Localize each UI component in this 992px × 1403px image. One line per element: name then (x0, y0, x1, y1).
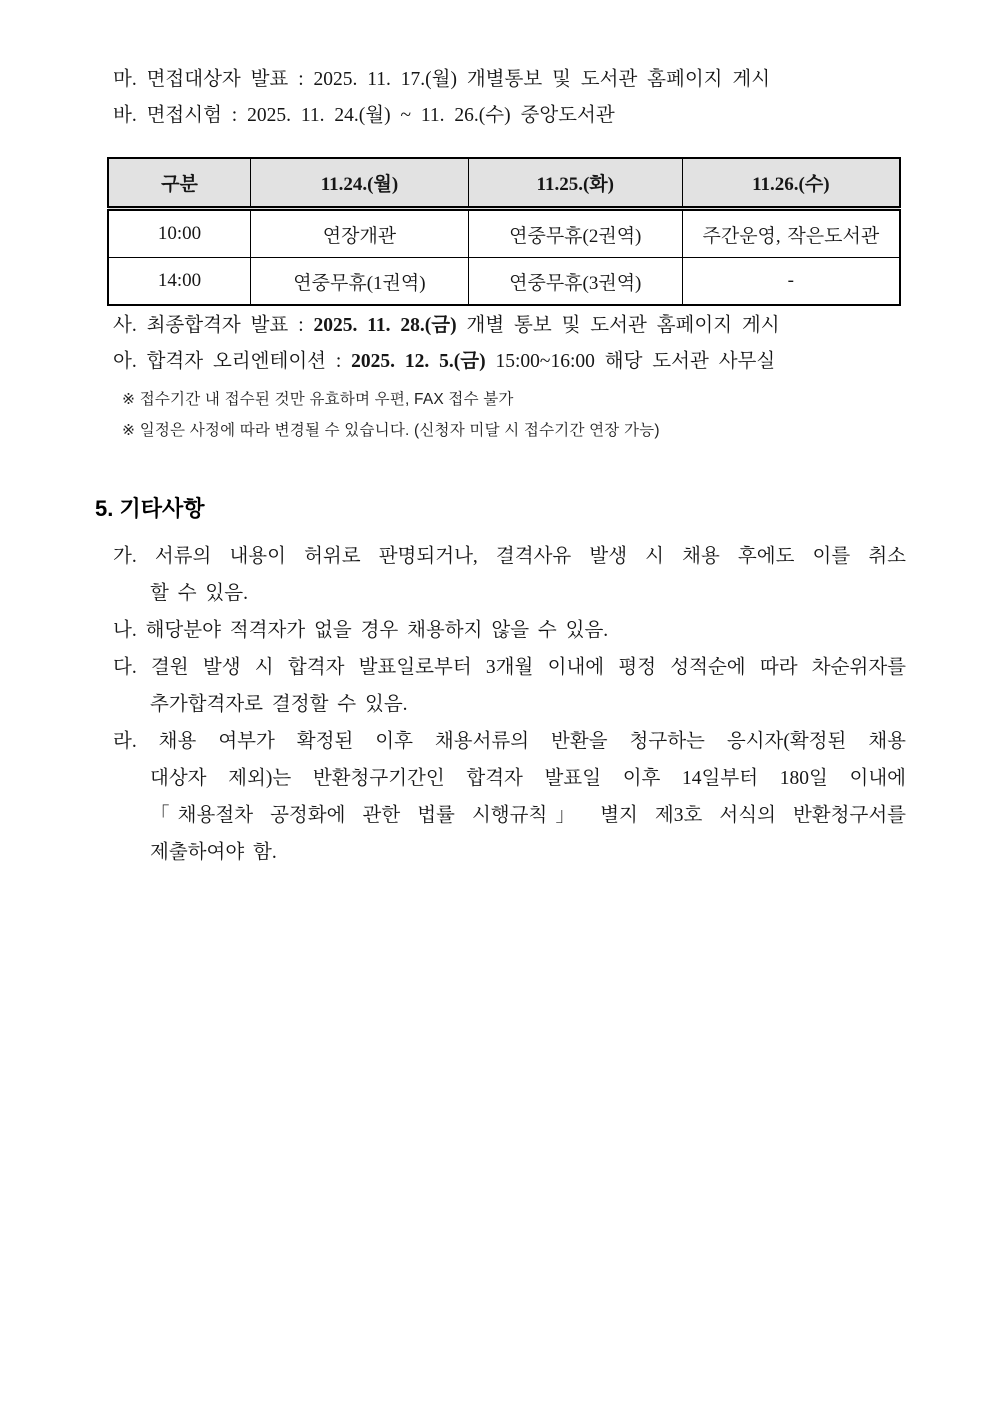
result-line-sa-date: 2025. 11. 28.(금) (313, 315, 457, 336)
result-line-sa-pre: 사. 최종합격자 발표 : (113, 315, 314, 336)
section5-heading: 5. 기타사항 (95, 496, 205, 521)
result-line-a-post: 15:00~16:00 해당 도서관 사무실 (485, 351, 776, 372)
cell-r1c2: 연중무휴(2권역) (468, 209, 682, 258)
result-line-sa (113, 308, 913, 344)
table-header-row (108, 158, 900, 209)
note-line-2: ※ 일정은 사정에 따라 변경될 수 있습니다. (신청자 미달 시 접수기간 연장 가능) (122, 422, 660, 439)
interview-table-wrapper (107, 157, 901, 306)
item-ra-line1: 라. 채용 여부가 확정된 이후 채용서류의 반환을 청구하는 응시자(확정된 채용 (113, 731, 906, 752)
cell-r2c1: 연중무휴(1권역) (251, 258, 469, 306)
schedule-line-ba: 바. 면접시험 : 2025. 11. 24.(월) ~ 11. 26.(수) 중앙도서관 (113, 105, 615, 126)
cell-r2c2: 연중무휴(3권역) (468, 258, 682, 306)
item-ra-line2: 대상자 제외)는 반환청구기간인 합격자 발표일 이후 14일부터 180일 이내에 (150, 768, 906, 789)
interview-timetable (107, 157, 901, 306)
item-na-line1: 나. 해당분야 적격자가 없을 경우 채용하지 않을 수 있음. (113, 620, 609, 641)
cell-r1c1: 연장개관 (251, 209, 469, 258)
result-line-a-pre: 아. 합격자 오리엔테이션 : (113, 351, 352, 372)
note-line-1: ※ 접수기간 내 접수된 것만 유효하며 우편, FAX 접수 불가 (122, 391, 514, 408)
result-announcement-block (113, 308, 913, 380)
result-line-a-date: 2025. 12. 5.(금) (351, 351, 486, 372)
header-cell-date1: 11.24.(월) (251, 158, 469, 209)
table-row (108, 209, 900, 258)
item-ra-line3: 「채용절차 공정화에 관한 법률 시행규칙」 별지 제3호 서식의 반환청구서를 (150, 805, 906, 826)
item-da-line2: 추가합격자로 결정할 수 있음. (150, 694, 408, 715)
interview-schedule-block (113, 62, 913, 134)
section5-items (113, 538, 906, 871)
cell-r1c3: 주간운영, 작은도서관 (682, 209, 900, 258)
schedule-line-ma: 마. 면접대상자 발표 : 2025. 11. 17.(월) 개별통보 및 도서관 홈페이지 게시 (113, 69, 771, 90)
notes-block (122, 384, 902, 446)
header-cell-date2: 11.25.(화) (468, 158, 682, 209)
result-line-sa-post: 개별 통보 및 도서관 홈페이지 게시 (456, 315, 780, 336)
table-row (108, 258, 900, 306)
result-line-a (113, 344, 913, 380)
item-ga-line2: 할 수 있음. (150, 583, 248, 604)
cell-time-1000: 10:00 (108, 209, 251, 258)
header-cell-category: 구분 (108, 158, 251, 209)
header-cell-date3: 11.26.(수) (682, 158, 900, 209)
item-ga-line1: 가. 서류의 내용이 허위로 판명되거나, 결격사유 발생 시 채용 후에도 이를 취소 (113, 546, 906, 567)
item-da-line1: 다. 결원 발생 시 합격자 발표일로부터 3개월 이내에 평정 성적순에 따라 차순위자를 (113, 657, 906, 678)
item-ra-line4: 제출하여야 함. (150, 842, 277, 863)
cell-time-1400: 14:00 (108, 258, 251, 306)
cell-r2c3: - (682, 258, 900, 306)
